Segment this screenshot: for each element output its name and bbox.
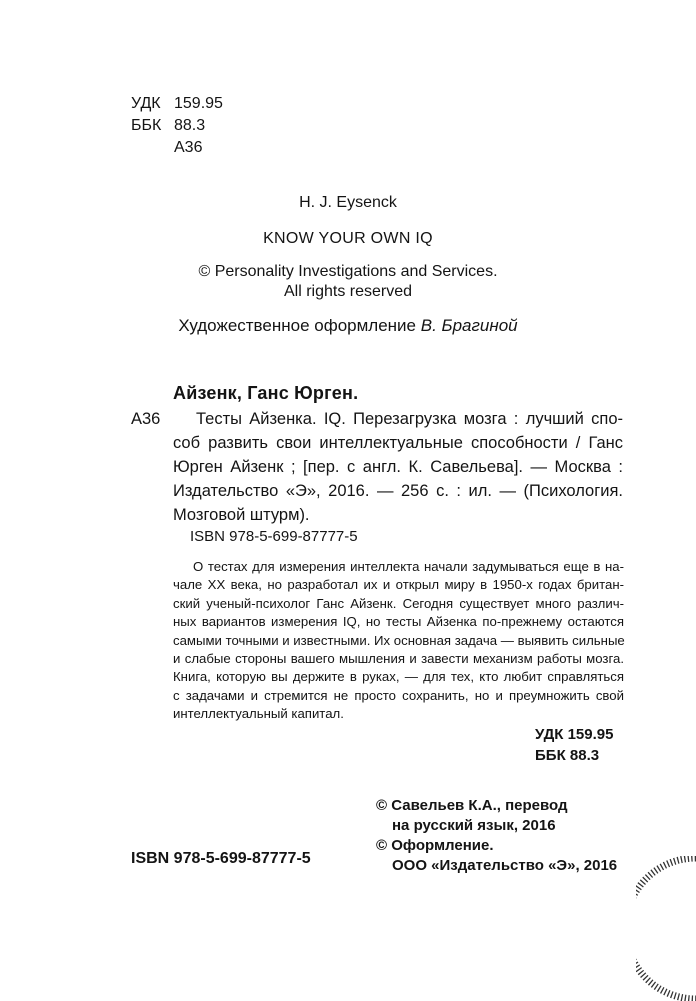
- copyright-line: © Савельев К.А., перевод: [376, 797, 568, 814]
- bbk-label: ББК: [131, 117, 162, 134]
- biblio-isbn: ISBN 978-5-699-87777-5: [190, 528, 358, 545]
- art-design-credit: [0, 316, 696, 336]
- udk-label: УДК: [131, 95, 161, 112]
- art-design-prefix: Художественное оформление: [178, 316, 417, 335]
- biblio-description: [173, 407, 623, 527]
- biblio-author-mark: А36: [131, 410, 161, 428]
- footer-codes: [535, 724, 613, 766]
- annotation-line: интеллектуальный капитал.: [173, 706, 344, 722]
- original-copyright-line1: © Personality Investigations and Services.: [198, 263, 498, 280]
- author-mark-row: [131, 137, 223, 159]
- footer-udk: УДК 159.95: [535, 726, 614, 743]
- original-author: H. J. Eysenck: [299, 194, 397, 211]
- biblio-line: Тесты Айзенка. IQ. Перезагрузка мозга : лучший спо-: [196, 410, 623, 428]
- copyright-block: [376, 796, 617, 876]
- footer-bbk: ББК 88.3: [535, 747, 600, 764]
- annotation-line: О тестах для измерения интеллекта начали задумываться еще в на-: [193, 559, 624, 574]
- page-edge-arc-icon: [636, 856, 696, 1001]
- art-design-artist: В. Брагиной: [420, 316, 518, 335]
- isbn-bottom: ISBN 978-5-699-87777-5: [131, 850, 311, 867]
- annotation: [173, 558, 624, 724]
- biblio-line: соб развить свои интеллектуальные способности / Ганс: [173, 434, 623, 452]
- copyright-line: на русский язык, 2016: [392, 817, 556, 834]
- annotation-line: и слабые стороны вашего мышления и завести механизм работы мозга.: [173, 651, 624, 667]
- biblio-author-heading: Айзенк, Ганс Юрген.: [173, 383, 359, 403]
- udk-value: 159.95: [174, 95, 223, 112]
- annotation-line: чале XX века, но разработал их и открыл миру в 1950-х годах британ-: [173, 577, 624, 593]
- copyright-line: ООО «Издательство «Э», 2016: [392, 857, 618, 874]
- classification-codes: [131, 93, 223, 159]
- annotation-line: Книга, которую вы держите в руках, — для тех, кто любит справляться: [173, 669, 624, 685]
- bbk-row: [131, 115, 223, 137]
- annotation-line: ных вариантов измерения IQ, но тесты Айзенка по-прежнему остаются: [173, 614, 624, 630]
- author-mark: А36: [174, 139, 203, 156]
- bbk-value: 88.3: [174, 117, 206, 134]
- annotation-line: самыми точными и известными. Их основная задача — выявить сильные: [173, 632, 625, 648]
- biblio-line: Мозговой штурм).: [173, 506, 310, 524]
- udk-row: [131, 93, 223, 115]
- copyright-line: © Оформление.: [376, 837, 494, 854]
- biblio-line: Юрген Айзенк ; [пер. с англ. К. Савельева]. — Москва :: [173, 458, 623, 476]
- biblio-line: Издательство «Э», 2016. — 256 с. : ил. — (Психология.: [173, 482, 623, 500]
- annotation-line: с задачами и стремится не просто сохранить, но и преумножить свой: [173, 687, 624, 703]
- annotation-line: ский ученый-психолог Ганс Айзенк. Сегодня существует много различ-: [173, 595, 624, 611]
- original-title: KNOW YOUR OWN IQ: [263, 230, 433, 247]
- original-copyright-line2: All rights reserved: [283, 283, 413, 300]
